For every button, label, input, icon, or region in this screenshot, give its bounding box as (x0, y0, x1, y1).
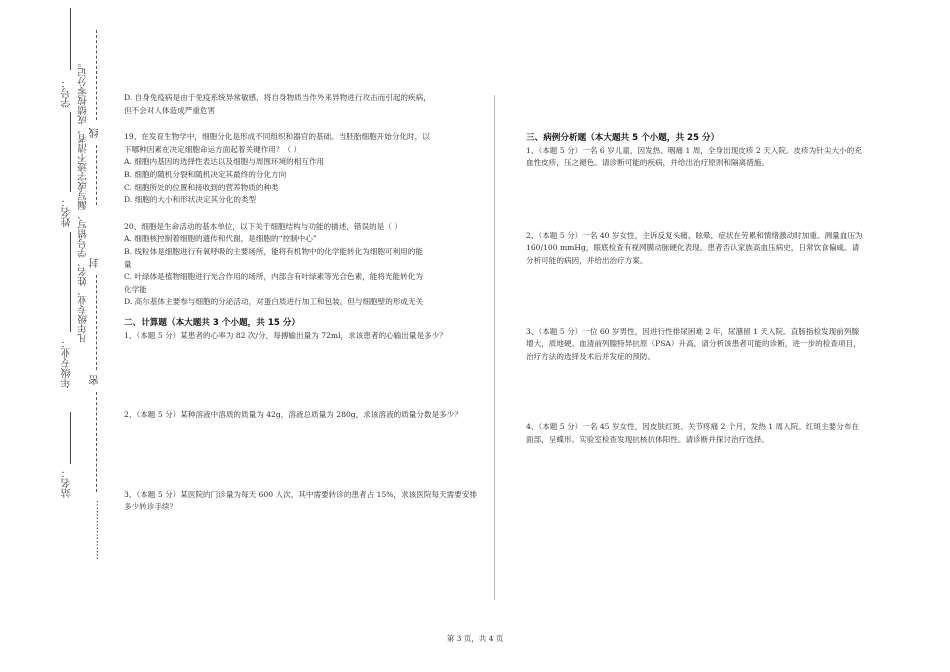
right-column (526, 132, 866, 447)
cut-line-top (96, 30, 97, 120)
cut-label-secret: 密 (90, 375, 101, 385)
calc-question-3: 3、（本题 5 分）某医院的门诊量为每天 600 人次，其中需要转诊的患者占 15%，求该医院每天需要安排多少转诊手续？ (124, 489, 478, 512)
section-case-analysis-title: 三、病例分析题（本大题共 5 个小题，共 25 分） (526, 133, 720, 143)
q19-option-c: C. 细胞所处的位置和接收到的营养物质的种类 (124, 182, 279, 192)
section-calculation-title: 二、计算题（本大题共 3 个小题，共 15 分） (124, 317, 301, 328)
student-id-label: 学号： (62, 78, 73, 108)
case-question-2: 2、（本题 5 分）一名 40 岁女性，主诉反复头痛、眩晕，症状在劳累和情绪激动时加重。测量血压为 160/100 mmHg，眼底检查有视网膜动脉硬化表现。患者否认家族高血压病史，日常饮食偏咸。请分析可能的病因，并给出治疗方案。 (526, 230, 863, 265)
student-id-underline (70, 8, 71, 70)
column-divider (494, 95, 495, 600)
left-column (124, 92, 484, 514)
q20-option-a: A. 细胞核控制着细胞的遗传和代谢，是细胞的“控制中心” (124, 234, 317, 244)
q18-option-d-line2: 但不会对人体造成严重危害 (124, 105, 216, 115)
case-question-4: 4、（本题 5 分）一名 45 岁女性，因皮肤红斑、关节疼痛 2 个月，发热 1 周入院。红斑主要分布在面部，呈蝶形。实验室检查发现抗核抗体阳性。请诊断并探讨治疗选择。 (526, 422, 860, 444)
q20-option-c-line1: C. 叶绿体是植物细胞进行光合作用的场所，内部含有叶绿素等光合色素，能将光能转化为 (124, 272, 423, 282)
q20-option-b-line1: B. 线粒体是细胞进行有氧呼吸的主要场所，能将有机物中的化学能转化为细胞可利用的能 (124, 246, 423, 256)
case-question-3: 3、（本题 5 分）一位 60 岁男性，因进行性排尿困难 2 年，尿潴留 1 天入院。直肠指检发现前列腺增大，质地硬。血清前列腺特异抗原（PSA）升高。请分析该患者可能的诊断，进一步的检查项目，治疗方法的选择及术后并发症的预防。 (526, 326, 861, 361)
name-label: 姓名： (62, 197, 73, 227)
grade-major-underline (70, 232, 71, 332)
cut-line-bottom (96, 392, 97, 492)
q19-option-a: A. 细胞内基因的选择性表达以及细胞与周围环境的相互作用 (124, 157, 325, 167)
page-number-footer: 第 3 页，共 4 页 (446, 634, 504, 643)
binding-margin (0, 0, 112, 672)
binding-notice: 凡年级专业、姓名、学号错写、漏写或字迹不清者，成绩按零分记。 (78, 58, 89, 343)
case-question-1: 1、（本题 5 分）一名 6 岁儿童，因发热、咽痛 1 周，全身出现皮疹 2 天入院。皮疹为针尖大小的充血性皮疹，压之褪色。请诊断可能的疾病，并给出治疗原则和隔离措施。 (526, 145, 862, 168)
q18-option-d-line1: D. 自身免疫病是由于免疫系统异常敏感，将自身物质当作外来异物进行攻击而引起的疾病， (124, 93, 431, 102)
q19-option-d: D. 细胞的大小和形状决定其分化的类型 (124, 195, 257, 205)
q20-option-b-line2: 量 (124, 259, 132, 269)
calc-question-2: 2、（本题 5 分）某种溶液中溶质的质量为 42g，溶液总质量为 280g，求该溶液的质量分数是多少？ (124, 410, 462, 420)
name-underline (70, 112, 71, 192)
q20-stem: 20、细胞是生命活动的基本单位，以下关于细胞结构与功能的描述，错误的是（ ） (124, 221, 402, 231)
cut-label-line: 线 (90, 128, 101, 138)
station-label: 站名： (62, 468, 73, 498)
cut-line-mid (96, 145, 97, 205)
q20-option-d: D. 高尔基体主要参与细胞的分泌活动，对蛋白质进行加工和包装，但与细胞壁的形成无关 (124, 297, 424, 307)
station-underline (70, 412, 71, 464)
cut-label-seal: 封 (90, 258, 101, 268)
cut-line-lower (96, 275, 97, 370)
calc-question-1: 1、（本题 5 分）某患者的心率为 82 次/分，每搏输出量为 72ml，求该患者的心输出量是多少？ (124, 330, 447, 340)
grade-major-label: 年级专业： (62, 338, 73, 388)
q19-option-b: B. 细胞的随机分裂和随机决定其最终的分化方向 (124, 169, 287, 179)
q19-stem-line1: 19、在发育生物学中，细胞分化是形成不同组织和器官的基础。当胚胎细胞开始分化时，以 (124, 132, 430, 142)
q19-stem-line2: 下哪种因素在决定细胞命运方面起着关键作用？（ ） (124, 144, 302, 154)
q20-option-c-line2: 化学能 (124, 284, 147, 294)
cut-line-dots: ……………… (90, 500, 101, 560)
